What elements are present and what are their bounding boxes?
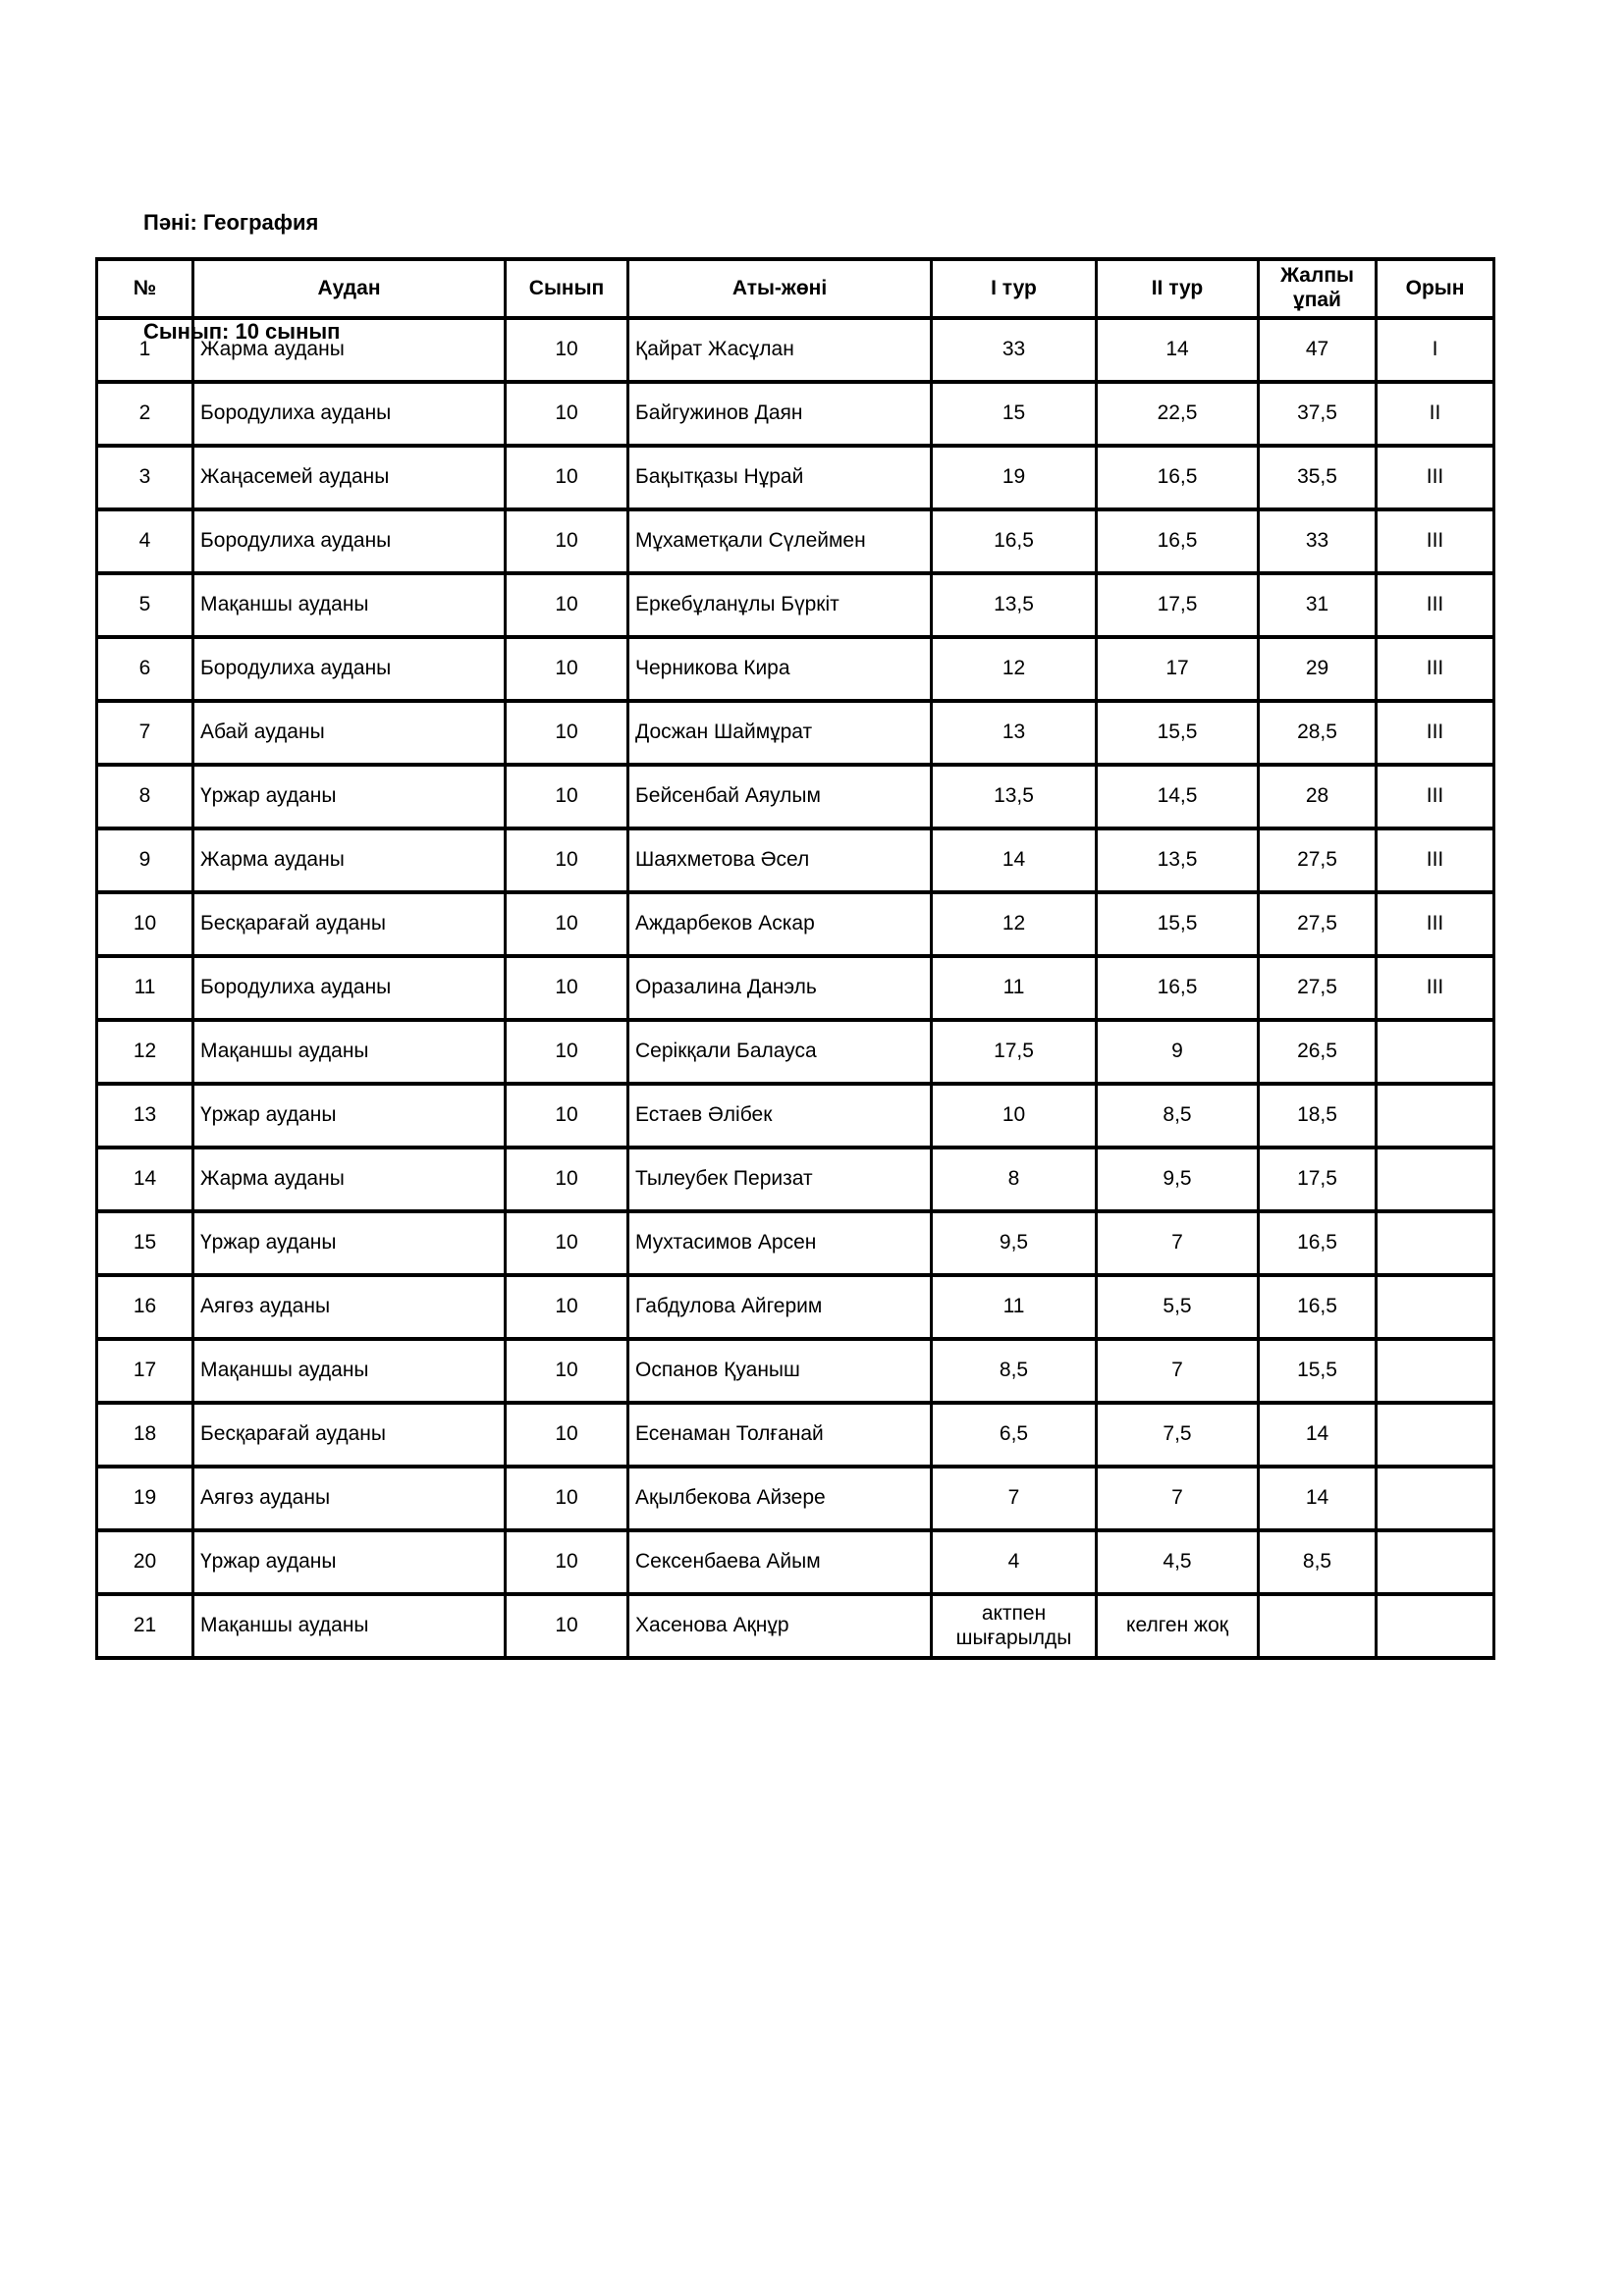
cell-no: 12 [97,1020,193,1084]
cell-place [1377,1148,1494,1211]
cell-tour1: 8 [932,1148,1097,1211]
cell-name: Бақытқазы Нұрай [628,446,932,509]
table-row [97,382,1494,446]
cell-total: 27,5 [1259,892,1377,956]
cell-place: I [1377,318,1494,382]
cell-place: III [1377,637,1494,701]
table-row [97,509,1494,573]
cell-place [1377,1020,1494,1084]
results-table [95,257,1495,1660]
cell-no: 7 [97,701,193,765]
cell-place [1377,1594,1494,1658]
cell-name: Черникова Кира [628,637,932,701]
cell-place [1377,1275,1494,1339]
cell-district: Бородулиха ауданы [193,637,506,701]
cell-name: Хасенова Ақнұр [628,1594,932,1658]
cell-tour2: келген жоқ [1097,1594,1259,1658]
cell-tour2: 8,5 [1097,1084,1259,1148]
cell-place: III [1377,765,1494,828]
cell-tour2: 7 [1097,1467,1259,1530]
cell-tour2: 14 [1097,318,1259,382]
results-table-body [97,318,1494,1658]
table-row [97,1084,1494,1148]
cell-tour2: 16,5 [1097,509,1259,573]
cell-district: Үржар ауданы [193,1084,506,1148]
cell-name: Габдулова Айгерим [628,1275,932,1339]
cell-name: Оразалина Данэль [628,956,932,1020]
cell-place [1377,1530,1494,1594]
cell-place: III [1377,446,1494,509]
cell-grade: 10 [506,509,628,573]
cell-name: Еркебұланұлы Бүркіт [628,573,932,637]
cell-total: 14 [1259,1403,1377,1467]
cell-place [1377,1467,1494,1530]
cell-name: Серікқали Балауса [628,1020,932,1084]
header-no: № [97,259,193,318]
cell-name: Сексенбаева Айым [628,1530,932,1594]
cell-total: 8,5 [1259,1530,1377,1594]
cell-tour2: 16,5 [1097,446,1259,509]
cell-no: 1 [97,318,193,382]
cell-tour1: 7 [932,1467,1097,1530]
cell-tour1: 13 [932,701,1097,765]
cell-place: III [1377,573,1494,637]
cell-no: 17 [97,1339,193,1403]
header-district: Аудан [193,259,506,318]
cell-place: III [1377,828,1494,892]
cell-no: 19 [97,1467,193,1530]
cell-tour1: 8,5 [932,1339,1097,1403]
table-row [97,1020,1494,1084]
cell-total: 28 [1259,765,1377,828]
cell-district: Бесқарағай ауданы [193,1403,506,1467]
cell-grade: 10 [506,1339,628,1403]
cell-tour1: 9,5 [932,1211,1097,1275]
cell-total: 18,5 [1259,1084,1377,1148]
table-row [97,765,1494,828]
table-row [97,1275,1494,1339]
header-place: Орын [1377,259,1494,318]
cell-tour1: 13,5 [932,573,1097,637]
cell-district: Аягөз ауданы [193,1275,506,1339]
cell-tour2: 13,5 [1097,828,1259,892]
cell-no: 3 [97,446,193,509]
cell-name: Тылеубек Перизат [628,1148,932,1211]
cell-grade: 10 [506,382,628,446]
cell-total: 29 [1259,637,1377,701]
table-row [97,701,1494,765]
cell-total: 26,5 [1259,1020,1377,1084]
cell-total: 27,5 [1259,828,1377,892]
cell-grade: 10 [506,1211,628,1275]
cell-name: Оспанов Қуаныш [628,1339,932,1403]
cell-grade: 10 [506,1594,628,1658]
cell-place [1377,1403,1494,1467]
cell-name: Бейсенбай Аяулым [628,765,932,828]
cell-district: Жарма ауданы [193,828,506,892]
header-tour1: I тур [932,259,1097,318]
cell-tour1: 33 [932,318,1097,382]
cell-tour1: 19 [932,446,1097,509]
cell-district: Бородулиха ауданы [193,509,506,573]
cell-district: Үржар ауданы [193,1211,506,1275]
cell-total: 35,5 [1259,446,1377,509]
cell-grade: 10 [506,765,628,828]
cell-name: Шаяхметова Әсел [628,828,932,892]
cell-no: 4 [97,509,193,573]
cell-tour1: 14 [932,828,1097,892]
cell-place: III [1377,509,1494,573]
cell-place: III [1377,701,1494,765]
cell-grade: 10 [506,701,628,765]
cell-tour2: 16,5 [1097,956,1259,1020]
cell-grade: 10 [506,573,628,637]
cell-tour1: 11 [932,956,1097,1020]
cell-no: 2 [97,382,193,446]
cell-district: Аягөз ауданы [193,1467,506,1530]
cell-place: III [1377,892,1494,956]
cell-no: 9 [97,828,193,892]
cell-name: Қайрат Жасұлан [628,318,932,382]
cell-district: Абай ауданы [193,701,506,765]
cell-tour1: актпен шығарылды [932,1594,1097,1658]
cell-name: Естаев Әлібек [628,1084,932,1148]
cell-name: Досжан Шаймұрат [628,701,932,765]
table-row [97,446,1494,509]
table-row [97,1403,1494,1467]
cell-tour2: 14,5 [1097,765,1259,828]
cell-tour1: 6,5 [932,1403,1097,1467]
cell-no: 10 [97,892,193,956]
cell-tour2: 15,5 [1097,892,1259,956]
cell-tour1: 16,5 [932,509,1097,573]
cell-grade: 10 [506,1467,628,1530]
cell-tour1: 4 [932,1530,1097,1594]
cell-grade: 10 [506,1275,628,1339]
cell-no: 13 [97,1084,193,1148]
cell-total: 31 [1259,573,1377,637]
cell-no: 5 [97,573,193,637]
cell-grade: 10 [506,1403,628,1467]
cell-total: 14 [1259,1467,1377,1530]
cell-place [1377,1211,1494,1275]
header-name: Аты-жөні [628,259,932,318]
cell-no: 6 [97,637,193,701]
cell-no: 14 [97,1148,193,1211]
table-row [97,573,1494,637]
cell-no: 18 [97,1403,193,1467]
table-row [97,1594,1494,1658]
cell-no: 20 [97,1530,193,1594]
cell-tour1: 17,5 [932,1020,1097,1084]
cell-tour2: 7 [1097,1339,1259,1403]
cell-district: Мақаншы ауданы [193,1339,506,1403]
cell-district: Бородулиха ауданы [193,382,506,446]
cell-grade: 10 [506,1020,628,1084]
cell-name: Ақылбекова Айзере [628,1467,932,1530]
table-row [97,956,1494,1020]
cell-tour2: 7 [1097,1211,1259,1275]
cell-total: 33 [1259,509,1377,573]
cell-name: Аждарбеков Аскар [628,892,932,956]
cell-tour2: 5,5 [1097,1275,1259,1339]
cell-district: Жаңасемей ауданы [193,446,506,509]
cell-no: 11 [97,956,193,1020]
cell-district: Бородулиха ауданы [193,956,506,1020]
cell-district: Жарма ауданы [193,318,506,382]
cell-tour2: 17 [1097,637,1259,701]
table-row [97,1530,1494,1594]
cell-district: Бесқарағай ауданы [193,892,506,956]
cell-grade: 10 [506,637,628,701]
cell-grade: 10 [506,318,628,382]
cell-district: Мақаншы ауданы [193,1020,506,1084]
header-total: Жалпы ұпай [1259,259,1377,318]
cell-tour1: 11 [932,1275,1097,1339]
class-line: Сынып: 10 сынып [143,319,341,344]
cell-name: Мұхаметқали Сүлеймен [628,509,932,573]
cell-tour2: 4,5 [1097,1530,1259,1594]
table-header-row [97,259,1494,318]
cell-tour2: 9,5 [1097,1148,1259,1211]
cell-total: 37,5 [1259,382,1377,446]
cell-no: 15 [97,1211,193,1275]
cell-tour2: 15,5 [1097,701,1259,765]
cell-district: Мақаншы ауданы [193,573,506,637]
cell-tour1: 10 [932,1084,1097,1148]
cell-no: 8 [97,765,193,828]
cell-place [1377,1084,1494,1148]
cell-total: 16,5 [1259,1211,1377,1275]
cell-grade: 10 [506,1148,628,1211]
cell-district: Жарма ауданы [193,1148,506,1211]
cell-district: Үржар ауданы [193,765,506,828]
cell-district: Мақаншы ауданы [193,1594,506,1658]
cell-grade: 10 [506,1530,628,1594]
cell-tour1: 13,5 [932,765,1097,828]
cell-tour2: 7,5 [1097,1403,1259,1467]
cell-name: Есенаман Толғанай [628,1403,932,1467]
subject-line: Пәні: География [143,210,319,235]
cell-tour2: 9 [1097,1020,1259,1084]
cell-total: 47 [1259,318,1377,382]
cell-name: Мухтасимов Арсен [628,1211,932,1275]
header-grade: Сынып [506,259,628,318]
cell-name: Байгужинов Даян [628,382,932,446]
cell-no: 21 [97,1594,193,1658]
cell-tour1: 15 [932,382,1097,446]
cell-total: 17,5 [1259,1148,1377,1211]
cell-grade: 10 [506,446,628,509]
header-tour2: II тур [1097,259,1259,318]
cell-district: Үржар ауданы [193,1530,506,1594]
cell-place [1377,1339,1494,1403]
cell-no: 16 [97,1275,193,1339]
cell-total: 15,5 [1259,1339,1377,1403]
cell-tour2: 17,5 [1097,573,1259,637]
cell-total: 16,5 [1259,1275,1377,1339]
table-row [97,318,1494,382]
cell-tour1: 12 [932,892,1097,956]
cell-grade: 10 [506,892,628,956]
table-row [97,1211,1494,1275]
cell-grade: 10 [506,1084,628,1148]
table-row [97,1339,1494,1403]
cell-total: 28,5 [1259,701,1377,765]
cell-tour1: 12 [932,637,1097,701]
cell-tour2: 22,5 [1097,382,1259,446]
cell-total [1259,1594,1377,1658]
cell-place: II [1377,382,1494,446]
table-row [97,1467,1494,1530]
table-row [97,637,1494,701]
cell-place: III [1377,956,1494,1020]
table-row [97,892,1494,956]
table-row [97,1148,1494,1211]
cell-grade: 10 [506,828,628,892]
cell-grade: 10 [506,956,628,1020]
cell-total: 27,5 [1259,956,1377,1020]
table-row [97,828,1494,892]
